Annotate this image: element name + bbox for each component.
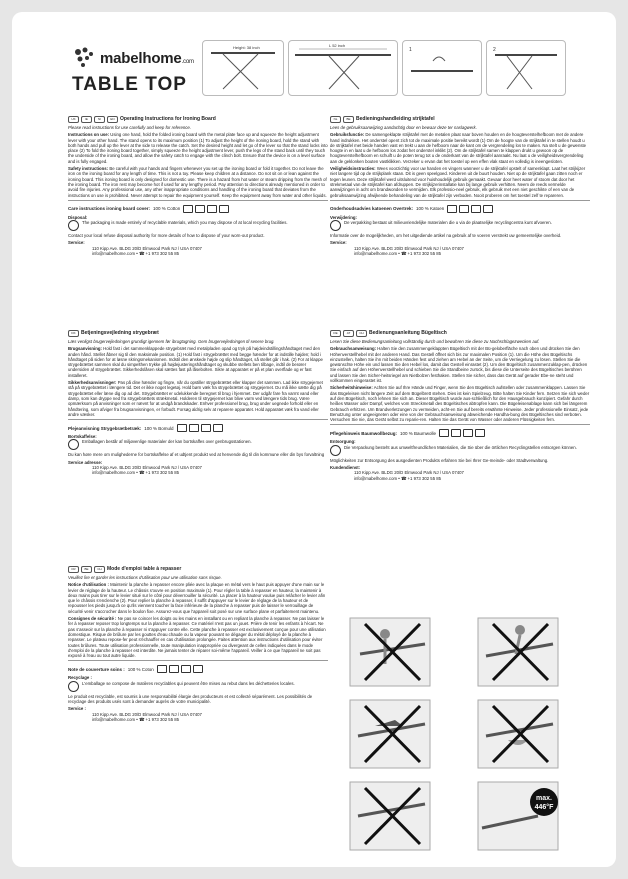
body-text: Contact your local refuse disposal authority for more details of how to dispose of your worn-out product. [68,233,265,239]
bleach-icon [459,205,469,213]
recycle-icon [330,445,341,456]
body-text: Informatie over de mogelijkheden, om het uitgediende artikel na gebruik af te voeren verstrekt uw gemeentelijke overheid. [330,233,562,239]
recycle-icon [330,220,341,231]
brand-name: mabelhome.com [100,49,194,67]
label: Gebruiksfunctie: [330,132,365,138]
body-text: Be careful with your hands and fingers whenever you set up the ironing board or fold it together. Do not leave the iron on the ironing board for any length of time. This is not a toy. Please keep children at a distance. Do not sit on or lean against the ironing board. This ironing board is only designed for domestic use. There is a hazard from hot water or steam dripping from the mesh of the ironing board. The iron rest may become hot if used for any lengthy period. Pay attention to directions already mentioned in order to avoid fire injuries. Any professional use, any other inappropriate conditions and handling of the ironing board that deviates from the instructions on use is prohibited. Never attempt to repair the equipment yourself. Keep the equipment away from water and other liquids. [68,166,327,198]
lang-flag: BE [81,566,92,573]
label: Notice d'utilisation : [68,582,109,588]
bleach-icon [169,665,179,673]
section-de [330,330,590,526]
wash-icon [177,424,187,432]
service-contact: info@mabelhome.com • ☎ +1 973 302 55 85 [92,251,180,257]
section-heading: Bedienungsanleitung Bügeltisch [369,330,447,336]
lang-flag: IE [81,116,92,123]
wash-icon [183,205,193,213]
iron-icon [207,205,217,213]
wash-icon [447,205,457,213]
lang-flag: BE [343,116,354,123]
dry-icon [483,205,493,213]
care-row: Note de couverture soins : 100 % Coton [68,665,328,673]
service-contact: info@mabelhome.com • ☎ +1 973 302 55 85 [92,470,180,476]
warning-no-children-icon [330,614,450,690]
warning-no-iron-rest-icon [330,696,450,772]
label: Bortskaffelse: [68,434,97,440]
instruction-sheet [12,12,616,867]
svg-text:446°F: 446°F [534,804,554,811]
lang-flag: CH [94,566,105,573]
board-diagram-side [202,40,284,96]
lang-flag: NI [94,116,105,123]
section-heading: Bedieningshandleiding strijktafel [356,116,435,122]
care-icons [157,665,203,673]
label: Consignes de sécurité : [68,616,117,622]
bleach-icon [189,424,199,432]
section-fr [68,566,328,828]
recycle-icon [68,439,79,450]
service-address: 110 Kipp Ave. BLDG 20/D Elmwood Park NJ / USA 07407 [92,245,202,251]
lang-flag: EN [107,116,118,123]
section-subheading: Please read instructions for use carefully and keep for reference. [68,125,192,130]
body-text: Maintenir la planche à repasser encore pliée avec la plaque en métal vers le haut puis appuyer d'une main sur le levier de réglage de la hauteur. Le châssis s'ouvre en position maximale (1). Pour régler la table à repasser en hauteur, la maintenir à deux mains puis tirer sur le levier situé sur le côté pour déverrouiller la sécurité. La placer à la hauteur voulue puis relâcher le levier afin que le châssis s'enclenche (2). Pour replier la planche à repasser, il suffit d'appuyer sur le levier de réglage de la hauteur et de repousser les pieds jusqu'à ce qu'ils viennent toucher la face inférieure de la planche à repasser puis de laisser le verrouillage de sécurité venir s'accrocher dans le boulon fixe. Assurez-vous que l'appareil soit posé sur une surface plane et parfaitement maintenu. [68,582,326,614]
service-address: 110 Kipp Ave. BLDG 20/D Elmwood Park NJ / USA 07407 [92,711,202,717]
body-text: L'emballage se compose de matières recyclables qui peuvent être mises au rebut dans les déchetteries locales. [82,680,295,686]
lang-flag: NL [330,116,341,123]
body-text: Emballagen består af miljøvenlige materialer der kan bortskaffes over genbrugsstationen. [82,439,252,445]
warning-no-hot-water-icon [330,778,450,854]
board-diagram-lever [486,40,566,96]
service-contact: info@mabelhome.com • ☎ +1 973 302 55 85 [92,716,180,722]
section-heading: Mode d'emploi table à repasser [107,566,182,572]
care-icons [439,429,485,437]
care-row: Plejeanvisning Strygebrætbetræk: 100 % Bomuld [68,424,328,432]
lang-flag: UK [68,116,79,123]
svg-text:2: 2 [493,47,496,53]
dry-icon [213,424,223,432]
section-subheading: Læs venligst brugervejledningen grundigt igennem før ibrugtagning. Gem brugervejledningen til senere brug. [68,339,275,344]
service-address: 110 Kipp Ave. BLDG 20/D Elmwood Park NJ / USA 07407 [354,470,464,476]
label: Recyclage : [68,675,92,681]
label: Service: [68,240,85,246]
body-text: Die Verpackung besteht aus umweltfreundlichen Materialien, die Sie über die örtlichen Recyclingstellen entsorgen können. [344,444,577,450]
lang-flag: DK [68,330,79,337]
label: Disposal: [68,214,88,220]
body-text: Ne pas se coincer les doigts ou les mains en installant ou en repliant la planche à repasser. Ne pas laisser le fer à repasser reposer trop longtemps sur la planche à repasser. Ce matériel n'est pas un jouet. Prière de tenir les enfants à l'écart. Ne pas s'asseoir sur la planche à repasser ni s'appuyer contre elle. Cette planche à repasser est exclusivement conçue pour une utilisation domestique. Risque de brûlure par les gouttes d'eau chaude ou la vapeur pouvant se dégager du métal déployé de la planche à repasser. Le plateau repose-fer peut s'échauffer en cas d'utilisation prolongée. Faites attention aux instructions d'utilisation pour éviter toutes brûlures. Toute utilisation professionnelle, toute manipulation inappropriée ou divergeant de celles indiquées dans le mode d'emploi de la planche à repasser est interdite. Ne jamais tenter de réparer soi-même l'appareil. Veiller à ce que l'appareil ne soit pas exposé à l'eau ou tout autre liquide. [68,616,326,659]
dry-icon [193,665,203,673]
section-subheading: Veuillez lire et garder les instructions d'utilisation pour une utilisation sans risque. [68,575,222,580]
section-heading: Operating Instructions for Ironing Board [120,116,216,122]
section-heading: Betjeningsvejledning strygebræt [81,330,159,336]
board-diagram-folded [402,40,482,96]
label: Safety instructions: [68,166,109,172]
dry-icon [219,205,229,213]
recycle-icon [68,681,79,692]
label: Entsorgung: [330,439,356,445]
body-text: Halten Sie den zusammengeklappten Bügeltisch mit der Bü-geloberfläche nach oben und drücken Sie den Höhenverstellhebel mit der anderen Hand. Das Gestell öffnet sich bis zur maximalen Position (1). Um die Höhe des Bügeltischs einzustellen, halten Sie ihn mit beiden Händen fest und ziehen am Hebel an der Seite, um die Verriegelung zu lösen. Stellen Sie die gewünschte Höhe ein und lassen Sie den Hebel los, damit das Gestell einrastet (2). Um den Bügeltisch zusammenzuklap-pen, drücken Sie einfach auf den Höhenverstellhebel und schieben Sie die Standbeine zurück, bis diese die Unterseite des Bügeltisches berühren und lassen Sie den Sicher-heitsriegel am Nietbolzen festhaken. Stellen Sie sicher, dass das Gerät auf gerader Ebe-ne steht und vollkommen eingerastet ist. [330,346,588,384]
svg-text:L 52 inch: L 52 inch [329,43,346,48]
label: Sikkerhedsanvisninger: [68,380,117,386]
label: Service adresse: [68,459,103,465]
lang-flag: FR [68,566,79,573]
label: Kundendienst: [330,465,361,471]
body-text: De verpakking bestaat uit milieuvriendelijke materialen die u via de plaatselijke recyclingcentra kunt afvoeren. [344,220,552,226]
svg-text:max.: max. [536,795,552,802]
board-diagram-dimensions [288,40,398,96]
service-address: 110 Kipp Ave. BLDG 20/D Elmwood Park NJ / USA 07407 [354,245,464,251]
lang-flag: DE [330,330,341,337]
service-contact: info@mabelhome.com • ☎ +1 973 302 55 85 [354,251,442,257]
label: Verwijdering: [330,214,357,220]
right-column [330,116,590,526]
label: Gebrauchsanweisung: [330,346,377,352]
label: Service: [330,240,347,246]
warning-max-temperature-icon [458,778,578,854]
section-subheading: Lees de gebruiksaanwijzing aandachtig door en bewaar deze ter naslagwerk. [330,125,477,130]
iron-icon [471,205,481,213]
bleach-icon [451,429,461,437]
wash-icon [439,429,449,437]
label: Sicherheitshinweise: [330,385,373,391]
care-icons [183,205,229,213]
label: Veiligheidsinstructies: [330,166,376,172]
body-text: Using one hand, hold the folded ironing board with the metal plate face up and squeeze the height adjustment lever with your other hand. The stand opens to its maximum position (1) To adjust the height of the ironing board, hold the stand with both hands and pull up the lever at the side to release the catch. Set the desired height and let go of the lever so that the stand locks into place (2) To fold the ironing board together, simply squeeze the height adjustment lever, push the legs of the stand back until they touch the underside of the ironing board, and allow the safety catch to engage with the clinch bolt. Ensure that the device is on a level surface and is fully engaged. [68,132,328,164]
dry-icon [475,429,485,437]
care-row: Pflegehinweis Baumwollbezug: 100 % Baumwolle [330,429,590,437]
brand-dots-icon [72,46,96,70]
bleach-icon [195,205,205,213]
body-text: Möglichkeiten zur Entsorgung des ausgedienten Produkts erfahren Sie bei Ihrer Ge-meinde- oder Stadtverwaltung. [330,457,549,463]
left-column [68,116,328,828]
body-text: Pas på dine hænder og fingre, når du opstiller strygebrættet eller klapper det sammen. Lad ikke strygejernet stå på strygebrættet i længere tid. Det er ikke noget legetøj. Hold børn væk fra strygebrættet og strygejernet. Du må ikke sætte dig på strygebrættet eller læne dig op ad det. Strygebrættet er udelukkende beregnet til brug i hjemmet. Der udgår fare fra varmt vand eller damp, som kan dryppe ned fra strygebrættets strækmetal. Holderen til strygejernet kan blive varm ved længere tids brug. Være opmærksom på anvisninger som er nævnt for at undgå brandskader. Enhver professionel brug, brug under uegnede forhold eller en håndtering, som afviger fra brugsanvisningen, er forbudt. Forsøg aldrig selv at reparere apparatet. Hold apparatet væk fra vand eller andre væsker. [68,380,323,417]
wash-icon [157,665,167,673]
recycle-icon [68,220,79,231]
iron-icon [463,429,473,437]
section-dk [68,330,328,562]
section-en [68,116,328,326]
care-icons [447,205,493,213]
svg-text:1: 1 [409,47,412,53]
brand-logo [72,46,194,70]
body-text: The packaging is made entirely of recyclable materials, which you may dispose of at local recycling facilities. [82,220,288,226]
body-text: Le produit est recyclable, est soumis à une responsabilité élargie des producteurs et est collecté séparément. Les possibilités de recyclage des produits usés sont à demander auprès de votre municipalité. [68,693,313,705]
lang-flag: CH [356,330,367,337]
svg-text:Height: 38 inch: Height: 38 inch [233,45,260,50]
body-text: Wees voorzichtig voor uw handen en vingers wanneer u de strijktafel opstelt of samenklapt. Laat het strijkijzer niet langere tijd op de strijkplank staan. Dit is geen speelgoed. Kinderen uit de buurt houden. Niet op de strijktafel gaan zitten noch er tegen leunen. Deze strijktafel werd uitsluitend voor huishoudelijk gebruik gemaakt. Gevaar door heet water of stoom dat door het strekmetaal van de strijktafel kan afdruppen. De strijkijzerinstallatie kan bij lange gebruik verhitten. Neem de reeds vermelde aanwijzingen in acht om brandwonden te vermijden. Elk professio-neel gebruik, elk gebruik met een niet geschikte of een van de gebruiksaanwijzing afwijkende behandeling van de strijktafel zijn verboden. Nooit proberen om het toestel zelf te repareren. [330,166,586,198]
care-row: Care instructions ironing board cover: 100 % Cotton [68,205,328,213]
page-title: TABLE TOP [72,74,187,95]
warning-no-lean-icon [458,696,578,772]
body-text: De samengeklapte strijktafel met de metalen plaat naar boven houden en de hoogteverstelhefboom met de andere hand indrukken. Het onderstel opent zich tot de maximale positie bereikt wordt (1) Om de hoogte van de strijktafel in te stellen houdt u de strijktafel met beide handen vast en trekt u aan de hefboom naar de kant om de vergrendeling los te maken. Na stelt u de gewenste hoogte in en laat u de hefboom los zodat het onderstel inklikt (2). Om de strijktafel samen te klappen drukt u gewoon op de hoogteverstelhefboom en schuift u de poten terug tot u de onderkant van de strijktafel aanraakt. Nu laat u de veiligheidsvergrendeling aan de geklonken bouten vastklikken. Verzeker u ervan dat het toestel op een effen vlak staat en volledig is ineengesloten. [330,132,587,164]
iron-icon [201,424,211,432]
body-text: Hold fast i det sammenklappede strygebræt med metalpladen opad og tryk på højdeindstillingshåndtaget med den anden hånd. Stellet åbner sig til den maksimale position. (1) Hold fast i strygebrættet med begge hænder for at indstille højden; hold i håndtaget på siden for at løsne skringsmekanismen. Indstil den ønskede højde og slip håndtaget, så stellet går i hak. (2) For at klappe strygebrættet sammen skal du simpelthen trykke på højdejusteringshåndtaget og skubbe stellets ben tilbage, indtil de berører undersiden af strygebrættet. Sikkerhedslåsen skal sættes fast på låsebolten. Sikre at apparatet er på et plan overflade og er fast installeret. [68,346,323,378]
lang-flag: AT [343,330,354,337]
label: Service : [68,706,86,712]
label: Brugsanvisning: [68,346,102,352]
warning-no-sitting-icon [458,614,578,690]
care-row: Onderhoudsadvies katoenen Overtrek: 100 % Katoen [330,205,590,213]
section-subheading: Lesen Sie diese Bedienungsanleitung vollständig durch und bewahren Sie diese zu Nachschlagezwecken auf. [330,339,540,344]
care-icons [177,424,223,432]
label: Instructions on use: [68,132,110,138]
body-text: Du kan høre mere om mulighederne for bortskaffelse af et udtjent produkt ved at henvende dig til din kommune eller din bys forvaltning [68,452,325,458]
service-contact: info@mabelhome.com • ☎ +1 973 302 55 85 [354,475,442,481]
iron-icon [181,665,191,673]
service-address: 110 Kipp Ave. BLDG 20/D Elmwood Park NJ / USA 07407 [92,465,202,471]
body-text: Achten Sie auf Ihre Hände und Finger, wenn Sie den Bügeltisch aufstellen oder zusammenklappen. Lassen Sie das Bügeleisen nicht längere Zeit auf dem Bügelbrett stehen. Dies ist kein Spielzeug. Bitte halten Sie Kinder fern. Setzen Sie sich weder auf den Bügeltisch, noch lehnen Sie sich an. Dieser Bügeltisch wurde aus-schließlich für den Hausgebrauch konzipiert. Gefahr durch heißes Wasser oder Dampf, welches vom Streckmetall des Bügeltisches abtropfen kann. Die Bügeleisenablage kann sich bei längerem Gebrauch erhitzen. Um Brandverletzungen zu vermeiden, acht-en Sie auf bereits erwähnte Hinweise. Jeder professionelle Einsatz, jede Benutzung unter ungeeigneten oder eine von der Gebrauchsanweisung abweichende Handha-bung des Bügeltisches sind verboten. Versuchen Sie nie, das Gerät selbst zu reparie-ren. Halten Sie das Gerät von Wasser oder anderen Flüssigkeiten fern. [330,385,590,423]
section-nl [330,116,590,326]
